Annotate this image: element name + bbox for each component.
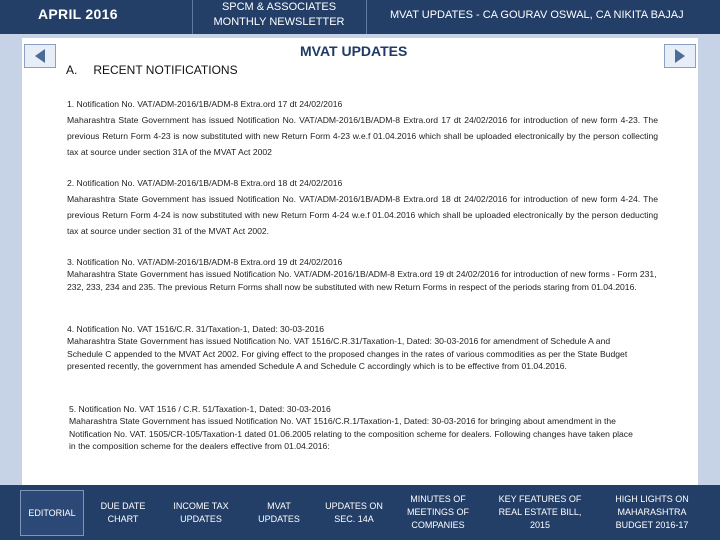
notification-title: 3. Notification No. VAT/ADM-2016/1B/ADM-8 Extra.ord 19 dt 24/02/2016 bbox=[67, 257, 343, 267]
page-title: MVAT UPDATES bbox=[300, 43, 408, 59]
income-tax-updates-label: INCOME TAX UPDATES bbox=[173, 500, 229, 524]
footer-nav bbox=[0, 485, 720, 540]
notification-title: 4. Notification No. VAT 1516/C.R. 31/Taxation-1, Dated: 30-03-2016 bbox=[67, 324, 325, 334]
section-heading bbox=[66, 63, 238, 77]
firm-name: SPCM & ASSOCIATES bbox=[221, 1, 337, 13]
issue-month: APRIL 2016 bbox=[38, 6, 118, 22]
notification-item bbox=[69, 403, 660, 453]
notification-item bbox=[67, 96, 658, 160]
section-letter: A. bbox=[66, 63, 78, 77]
notification-body: Maharashtra State Government has issued Notification No. VAT/ADM-2016/1B/ADM-8 Extra.ord 19 dt 24/02/2016 for introduction of new forms - Form 231, 232, 233, 234 and 235. The previous Return Forms shall now be substituted with new Return Forms in respect of the periods staring from 01.04.2016. bbox=[67, 269, 657, 292]
triangle-right-icon bbox=[675, 49, 685, 63]
editorial-button[interactable] bbox=[20, 490, 84, 536]
header-bar bbox=[0, 0, 720, 34]
triangle-left-icon bbox=[35, 49, 45, 63]
due-date-chart-label: DUE DATE CHART bbox=[100, 500, 146, 524]
section-header-label: MVAT UPDATES - CA GOURAV OSWAL, CA NIKITA BAJAJ bbox=[390, 9, 684, 21]
maharashtra-budget-button[interactable] bbox=[602, 485, 702, 540]
real-estate-bill-button[interactable] bbox=[492, 485, 588, 540]
notification-body: Maharashtra State Government has issued Notification No. VAT/ADM-2016/1B/ADM-8 Extra.ord 17 dt 24/02/2016 for introduction of new form 4-23. The previous Return Form 4-23 is now substituted with new Return Form 4-23 w.e.f 01.04.2016 which shall be uploaded electronically by the person collecting tax at source under section 31A of the MVAT Act 2002 bbox=[67, 115, 658, 157]
minutes-of-meetings-label: MINUTES OF MEETINGS OF COMPANIES bbox=[406, 494, 469, 530]
notification-body: Maharashtra State Government has issued Notification No. VAT 1516/C.R.31/Taxation-1, Dated: 30-03-2016 for amendment of Schedule A and Schedule C appended to the MVAT Act 2002. For giving effect to the proposed changes in the rates of various commodities as per the State Budget presented recently, the government has amended Schedule A and Schedule C accordingly which is to be effective from 01.04.2016. bbox=[67, 336, 628, 372]
mvat-updates-label: MVAT UPDATES bbox=[258, 500, 300, 524]
section-title: RECENT NOTIFICATIONS bbox=[93, 63, 238, 77]
income-tax-updates-button[interactable] bbox=[166, 485, 236, 540]
minutes-of-meetings-button[interactable] bbox=[398, 485, 478, 540]
due-date-chart-button[interactable] bbox=[92, 485, 154, 540]
notification-title: 2. Notification No. VAT/ADM-2016/1B/ADM-8 Extra.ord 18 dt 24/02/2016 bbox=[67, 178, 343, 188]
editorial-label: EDITORIAL bbox=[28, 507, 76, 518]
notification-body: Maharashtra State Government has issued Notification No. VAT 1516/C.R.1/Taxation-1, Dated: 30-03-2016 for bringing about amendment in the Notification No. VAT. 1505/CR-105/Taxation-1 dated 01.06.2005 relating to the composition scheme for dealers. Following changes have taken place in the composition scheme for the dealers effective from 01.04.2016: bbox=[69, 416, 633, 452]
previous-page-button[interactable] bbox=[24, 44, 56, 68]
header-divider bbox=[366, 0, 367, 34]
sec-14a-updates-button[interactable] bbox=[322, 485, 386, 540]
mvat-updates-button[interactable] bbox=[248, 485, 310, 540]
real-estate-bill-label: KEY FEATURES OF REAL ESTATE BILL, 2015 bbox=[498, 494, 582, 530]
maharashtra-budget-label: HIGH LIGHTS ON MAHARASHTRA BUDGET 2016-17 bbox=[615, 494, 689, 530]
newsletter-title bbox=[193, 0, 365, 30]
newsletter-subtitle: MONTHLY NEWSLETTER bbox=[213, 16, 345, 28]
notification-body: Maharashtra State Government has issued Notification No. VAT/ADM-2016/1B/ADM-8 Extra.ord 18 dt 24/02/2016 for introduction of new form 4-24. The previous Return Form 4-24 is now substituted with new Return Form 4-24 w.e.f 01.04.2016 which shall be uploaded electronically by the person deducting tax at source under section 31 of the MVAT Act 2002. bbox=[67, 194, 658, 236]
sec-14a-updates-label: UPDATES ON SEC. 14A bbox=[325, 500, 383, 524]
notification-title: 1. Notification No. VAT/ADM-2016/1B/ADM-8 Extra.ord 17 dt 24/02/2016 bbox=[67, 99, 343, 109]
next-page-button[interactable] bbox=[664, 44, 696, 68]
notification-item bbox=[67, 175, 658, 239]
notification-item bbox=[67, 256, 658, 293]
notification-item bbox=[67, 323, 658, 373]
notification-title: 5. Notification No. VAT 1516 / C.R. 51/Taxation-1, Dated: 30-03-2016 bbox=[69, 404, 331, 414]
